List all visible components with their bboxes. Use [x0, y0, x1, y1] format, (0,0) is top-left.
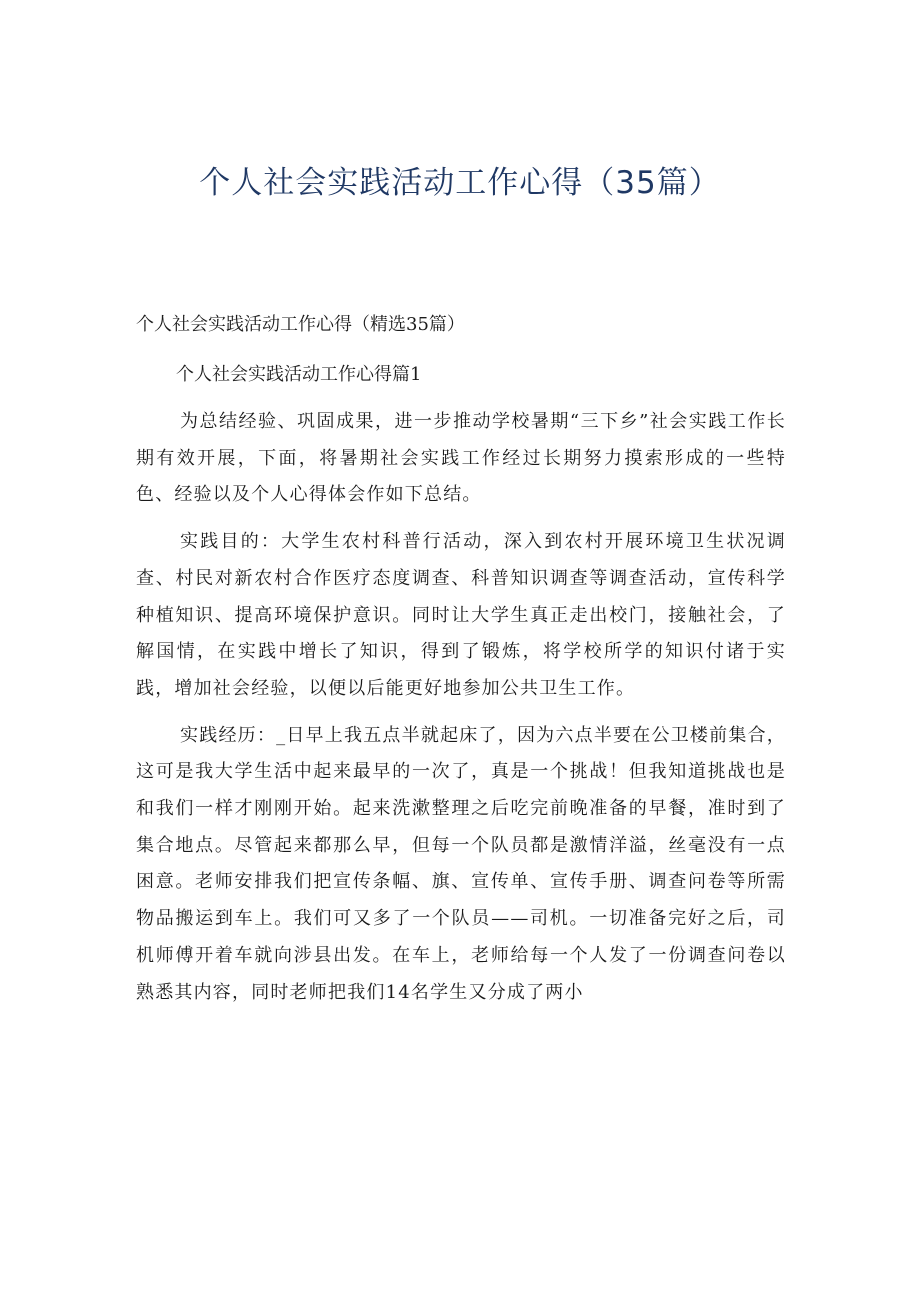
paragraph-experience: 实践经历：_日早上我五点半就起床了，因为六点半要在公卫楼前集合，这可是我大学生活中起来最早的一次了，真是一个挑战！但我知道挑战也是和我们一样才刚刚开始。起来洗漱整理之后吃完前晚准备的早餐，准时到了集合地点。尽管起来都那么早，但每一个队员都是激情洋溢，丝毫没有一点困意。老师安排我们把宣传条幅、旗、宣传单、宣传手册、调查问卷等所需物品搬运到车上。我们可又多了一个队员——司机。一切准备完好之后，司机师傅开着车就向涉县出发。在车上，老师给每一个人发了一份调查问卷以熟悉其内容，同时老师把我们14名学生又分成了两小: [136, 724, 786, 1003]
section-heading: 个人社会实践活动工作心得篇1: [176, 364, 422, 385]
paragraph-purpose: 实践目的：大学生农村科普行活动，深入到农村开展环境卫生状况调查、村民对新农村合作医疗态度调查、科普知识调查等调查活动，宣传科学种植知识、提高环境保护意识。同时让大学生真正走出校门，接触社会，了解国情，在实践中增长了知识，得到了锻炼，将学校所学的知识付诸于实践，增加社会经验，以便以后能更好地参加公共卫生工作。: [136, 531, 786, 699]
document-subtitle: 个人社会实践活动工作心得（精选35篇）: [136, 314, 465, 335]
document-title: 个人社会实践活动工作心得（35篇）: [199, 165, 721, 201]
body-text: [136, 404, 786, 1021]
paragraph-intro: 为总结经验、巩固成果，进一步推动学校暑期“三下乡”社会实践工作长期有效开展，下面，将暑期社会实践工作经过长期努力摸索形成的一些特色、经验以及个人心得体会作如下总结。: [136, 411, 786, 506]
